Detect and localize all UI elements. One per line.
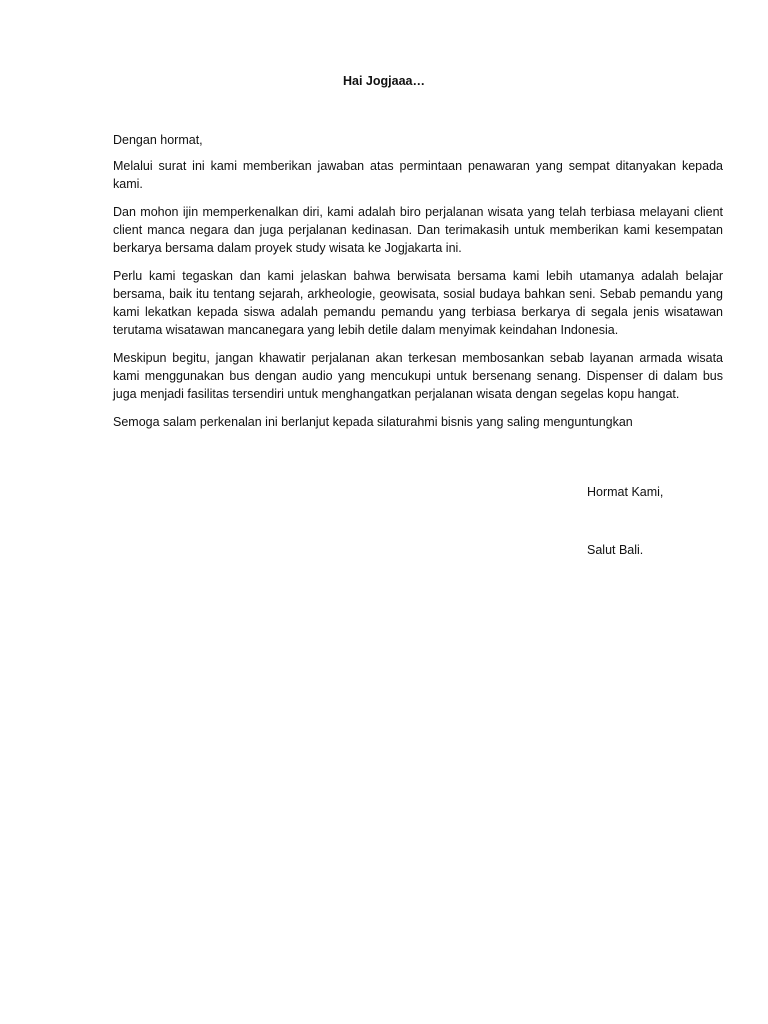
letter-signature: Salut Bali.	[587, 543, 644, 557]
letter-paragraph-4: Meskipun begitu, jangan khawatir perjalanan akan terkesan membosankan sebab layanan armada wisata kami menggunakan bus dengan audio yang mencukupi untuk bersenang senang. Dispenser di dalam bus juga menjadi fasilitas tersendiri untuk menghangatkan perjalanan wisata dengan segelas kopu hangat.	[113, 351, 723, 401]
letter-paragraph-3: Perlu kami tegaskan dan kami jelaskan bahwa berwisata bersama kami lebih utamanya adalah belajar bersama, baik itu tentang sejarah, arkheologie, geowisata, sosial budaya bahkan seni. Sebab pemandu yang kami lekatkan kepada siswa adalah pemandu pemandu yang terbiasa berkarya di segala jenis wisatawan terutama wisatawan mancanegara yang lebih detile dalam menyimak keindahan Indonesia.	[113, 269, 723, 337]
letter-closing: Hormat Kami,	[587, 485, 664, 499]
letter-greeting: Dengan hormat,	[113, 133, 203, 147]
letter-body	[113, 131, 723, 441]
letter-title: Hai Jogjaaa…	[343, 74, 425, 88]
letter-paragraph-1: Melalui surat ini kami memberikan jawaban atas permintaan penawaran yang sempat ditanyakan kepada kami.	[113, 159, 723, 191]
letter-paragraph-5: Semoga salam perkenalan ini berlanjut kepada silaturahmi bisnis yang saling menguntungkan	[113, 415, 633, 429]
letter-paragraph-2: Dan mohon ijin memperkenalkan diri, kami adalah biro perjalanan wisata yang telah terbiasa melayani client client manca negara dan juga perjalanan kedinasan. Dan terimakasih untuk memberikan kami kesempatan berkarya bersama dalam proyek study wisata ke Jogjakarta ini.	[113, 205, 723, 255]
